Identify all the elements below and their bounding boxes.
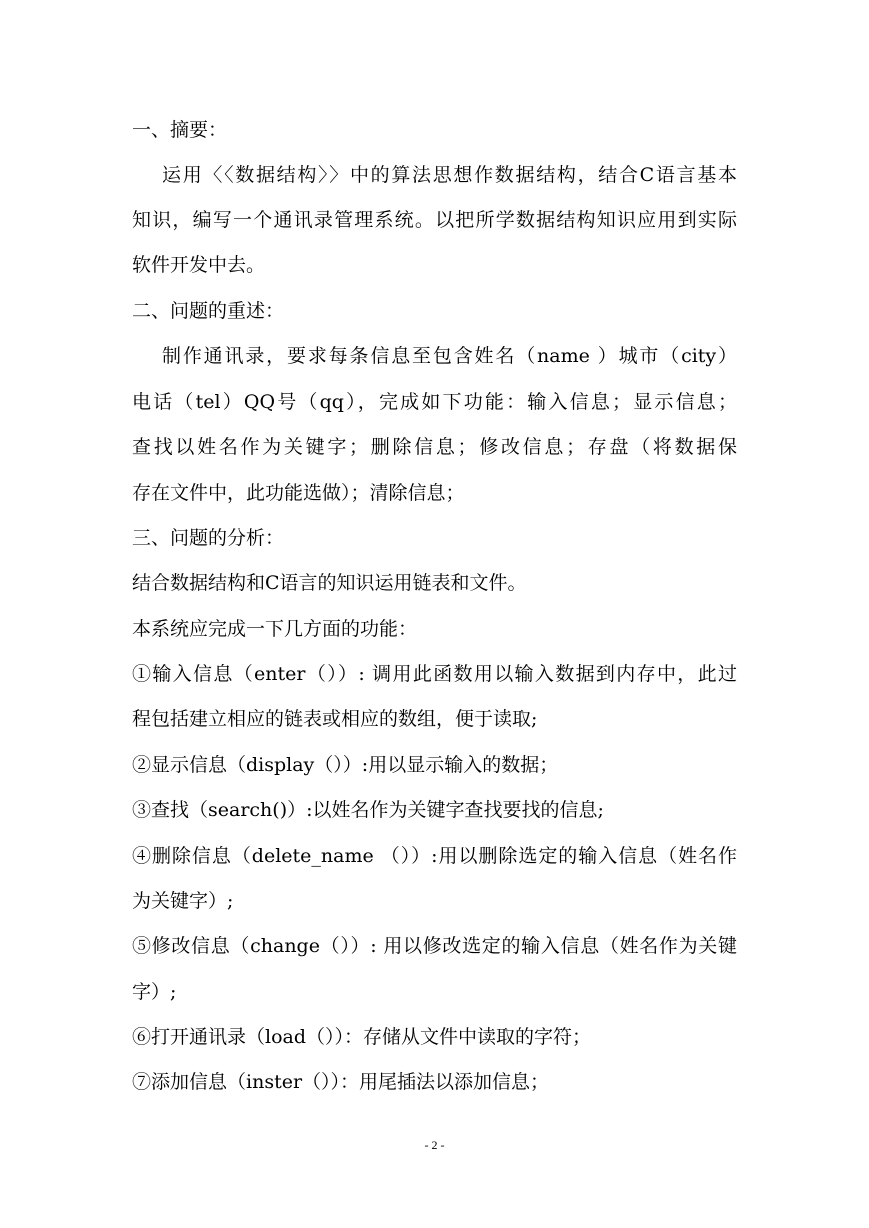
- feature-item: ①输入信息（enter（））: 调用此函数用以输入数据到内存中，此过: [132, 663, 737, 685]
- paragraph-line: 存在文件中，此功能选做）；清除信息；: [132, 482, 465, 504]
- paragraph-line: 本系统应完成一下几方面的功能：: [132, 618, 418, 640]
- paragraph-line: 运用〈〈数据结构〉〉中的算法思想作数据结构，结合C语言基本: [162, 164, 737, 186]
- feature-item-continued: 程包括建立相应的链表或相应的数组，便于读取;: [132, 708, 538, 730]
- paragraph-line: 电话（tel）QQ号（qq），完成如下功能：输入信息；显示信息；: [132, 391, 737, 413]
- feature-item: ⑤修改信息（change（））: 用以修改选定的输入信息（姓名作为关键: [132, 935, 737, 957]
- feature-item: ②显示信息（display（））:用以显示输入的数据；: [132, 754, 559, 776]
- paragraph-line: 查找以姓名作为关键字；删除信息；修改信息；存盘（将数据保: [132, 436, 737, 458]
- section-heading-summary: 一、摘要：: [132, 119, 228, 141]
- paragraph-line: 知识，编写一个通讯录管理系统。以把所学数据结构知识应用到实际: [132, 209, 737, 231]
- section-heading-restatement: 二、问题的重述：: [132, 300, 285, 322]
- paragraph-line: 制作通讯录，要求每条信息至包含姓名（name ）城市（city）: [162, 345, 737, 367]
- section-heading-analysis: 三、问题的分析：: [132, 527, 285, 549]
- page-number: - 2 -: [424, 1138, 445, 1152]
- feature-item: ③查找（search()）:以姓名作为关键字查找要找的信息;: [132, 799, 604, 821]
- feature-item: ⑦添加信息（inster（））：用尾插法以添加信息；: [132, 1071, 550, 1093]
- feature-item-continued: 字）;: [132, 981, 177, 1003]
- feature-item: ④删除信息（delete_name （））:用以删除选定的输入信息（姓名作: [132, 845, 737, 867]
- feature-item-continued: 为关键字）;: [132, 890, 234, 912]
- paragraph-line: 软件开发中去。: [132, 254, 266, 276]
- paragraph-line: 结合数据结构和C语言的知识运用链表和文件。: [132, 572, 527, 594]
- feature-item: ⑥打开通讯录（load（））：存储从文件中读取的字符；: [132, 1026, 592, 1048]
